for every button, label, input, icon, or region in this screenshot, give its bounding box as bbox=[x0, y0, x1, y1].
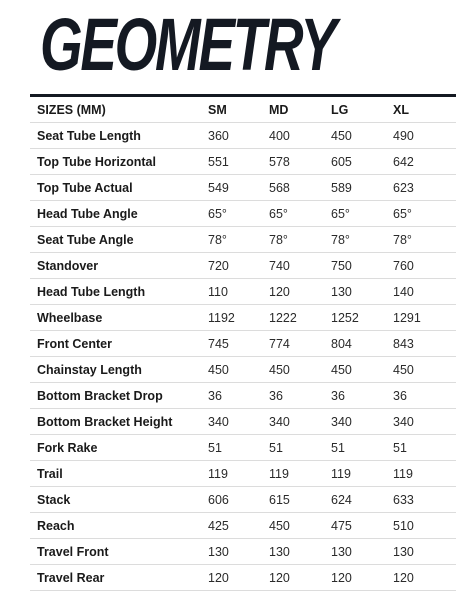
cell-value-lg: 65° bbox=[331, 201, 393, 227]
table-row bbox=[30, 539, 456, 565]
table-row bbox=[30, 149, 456, 175]
cell-value-sm: 360 bbox=[208, 123, 269, 149]
cell-value-md: 119 bbox=[269, 461, 331, 487]
cell-value-md: 400 bbox=[269, 123, 331, 149]
row-label: Wheelbase bbox=[30, 305, 208, 331]
cell-value-xl: 633 bbox=[393, 487, 456, 513]
cell-value-xl: 642 bbox=[393, 149, 456, 175]
cell-value-xl: 36 bbox=[393, 383, 456, 409]
cell-value-xl: 78° bbox=[393, 227, 456, 253]
row-label: Seat Tube Angle bbox=[30, 227, 208, 253]
cell-value-lg: 475 bbox=[331, 513, 393, 539]
row-label: Bottom Bracket Drop bbox=[30, 383, 208, 409]
cell-value-sm: 450 bbox=[208, 357, 269, 383]
column-header-sizes: SIZES (MM) bbox=[30, 97, 208, 123]
row-label: Head Tube Length bbox=[30, 279, 208, 305]
cell-value-md: 65° bbox=[269, 201, 331, 227]
row-label: Fork Rake bbox=[30, 435, 208, 461]
row-label: Seat Tube Length bbox=[30, 123, 208, 149]
cell-value-sm: 120 bbox=[208, 565, 269, 591]
row-label: Top Tube Actual bbox=[30, 175, 208, 201]
table-row bbox=[30, 461, 456, 487]
cell-value-sm: 720 bbox=[208, 253, 269, 279]
cell-value-sm: 65° bbox=[208, 201, 269, 227]
table-row bbox=[30, 253, 456, 279]
cell-value-sm: 36 bbox=[208, 383, 269, 409]
cell-value-xl: 760 bbox=[393, 253, 456, 279]
cell-value-lg: 804 bbox=[331, 331, 393, 357]
cell-value-sm: 51 bbox=[208, 435, 269, 461]
cell-value-lg: 78° bbox=[331, 227, 393, 253]
row-label: Bottom Bracket Height bbox=[30, 409, 208, 435]
cell-value-sm: 110 bbox=[208, 279, 269, 305]
row-label: Trail bbox=[30, 461, 208, 487]
column-header-md: MD bbox=[269, 97, 331, 123]
cell-value-xl: 51 bbox=[393, 435, 456, 461]
cell-value-md: 340 bbox=[269, 409, 331, 435]
row-label: Stack bbox=[30, 487, 208, 513]
cell-value-lg: 119 bbox=[331, 461, 393, 487]
table-row bbox=[30, 123, 456, 149]
cell-value-sm: 130 bbox=[208, 539, 269, 565]
table-row bbox=[30, 409, 456, 435]
cell-value-xl: 120 bbox=[393, 565, 456, 591]
cell-value-md: 78° bbox=[269, 227, 331, 253]
cell-value-md: 1222 bbox=[269, 305, 331, 331]
table-body bbox=[30, 123, 456, 591]
cell-value-md: 130 bbox=[269, 539, 331, 565]
cell-value-lg: 36 bbox=[331, 383, 393, 409]
cell-value-lg: 450 bbox=[331, 123, 393, 149]
cell-value-xl: 1291 bbox=[393, 305, 456, 331]
cell-value-lg: 605 bbox=[331, 149, 393, 175]
cell-value-md: 51 bbox=[269, 435, 331, 461]
cell-value-sm: 78° bbox=[208, 227, 269, 253]
cell-value-xl: 140 bbox=[393, 279, 456, 305]
row-label: Front Center bbox=[30, 331, 208, 357]
table-row bbox=[30, 487, 456, 513]
table-row bbox=[30, 383, 456, 409]
cell-value-lg: 51 bbox=[331, 435, 393, 461]
cell-value-lg: 120 bbox=[331, 565, 393, 591]
cell-value-xl: 65° bbox=[393, 201, 456, 227]
cell-value-lg: 750 bbox=[331, 253, 393, 279]
page-title: GEOMETRY bbox=[40, 3, 335, 86]
cell-value-xl: 340 bbox=[393, 409, 456, 435]
cell-value-xl: 843 bbox=[393, 331, 456, 357]
cell-value-lg: 1252 bbox=[331, 305, 393, 331]
cell-value-md: 120 bbox=[269, 565, 331, 591]
row-label: Top Tube Horizontal bbox=[30, 149, 208, 175]
cell-value-sm: 340 bbox=[208, 409, 269, 435]
cell-value-lg: 130 bbox=[331, 279, 393, 305]
cell-value-xl: 510 bbox=[393, 513, 456, 539]
table-row bbox=[30, 435, 456, 461]
cell-value-sm: 606 bbox=[208, 487, 269, 513]
geometry-table bbox=[30, 97, 456, 591]
row-label: Chainstay Length bbox=[30, 357, 208, 383]
table-row bbox=[30, 175, 456, 201]
table-row bbox=[30, 565, 456, 591]
cell-value-xl: 130 bbox=[393, 539, 456, 565]
table-header-row bbox=[30, 97, 456, 123]
cell-value-md: 740 bbox=[269, 253, 331, 279]
cell-value-md: 615 bbox=[269, 487, 331, 513]
cell-value-md: 568 bbox=[269, 175, 331, 201]
table-row bbox=[30, 305, 456, 331]
table-row bbox=[30, 357, 456, 383]
cell-value-xl: 490 bbox=[393, 123, 456, 149]
cell-value-md: 774 bbox=[269, 331, 331, 357]
cell-value-md: 450 bbox=[269, 357, 331, 383]
table-row bbox=[30, 227, 456, 253]
cell-value-xl: 450 bbox=[393, 357, 456, 383]
cell-value-xl: 623 bbox=[393, 175, 456, 201]
column-header-sm: SM bbox=[208, 97, 269, 123]
table-row bbox=[30, 331, 456, 357]
cell-value-lg: 589 bbox=[331, 175, 393, 201]
cell-value-sm: 745 bbox=[208, 331, 269, 357]
cell-value-sm: 551 bbox=[208, 149, 269, 175]
cell-value-lg: 450 bbox=[331, 357, 393, 383]
cell-value-sm: 1192 bbox=[208, 305, 269, 331]
cell-value-md: 450 bbox=[269, 513, 331, 539]
row-label: Standover bbox=[30, 253, 208, 279]
row-label: Reach bbox=[30, 513, 208, 539]
row-label: Travel Front bbox=[30, 539, 208, 565]
cell-value-sm: 549 bbox=[208, 175, 269, 201]
cell-value-xl: 119 bbox=[393, 461, 456, 487]
cell-value-md: 578 bbox=[269, 149, 331, 175]
table-row bbox=[30, 513, 456, 539]
cell-value-sm: 425 bbox=[208, 513, 269, 539]
column-header-xl: XL bbox=[393, 97, 456, 123]
cell-value-sm: 119 bbox=[208, 461, 269, 487]
cell-value-md: 36 bbox=[269, 383, 331, 409]
cell-value-md: 120 bbox=[269, 279, 331, 305]
cell-value-lg: 130 bbox=[331, 539, 393, 565]
cell-value-lg: 624 bbox=[331, 487, 393, 513]
column-header-lg: LG bbox=[331, 97, 393, 123]
table-row bbox=[30, 201, 456, 227]
table-row bbox=[30, 279, 456, 305]
cell-value-lg: 340 bbox=[331, 409, 393, 435]
row-label: Travel Rear bbox=[30, 565, 208, 591]
row-label: Head Tube Angle bbox=[30, 201, 208, 227]
